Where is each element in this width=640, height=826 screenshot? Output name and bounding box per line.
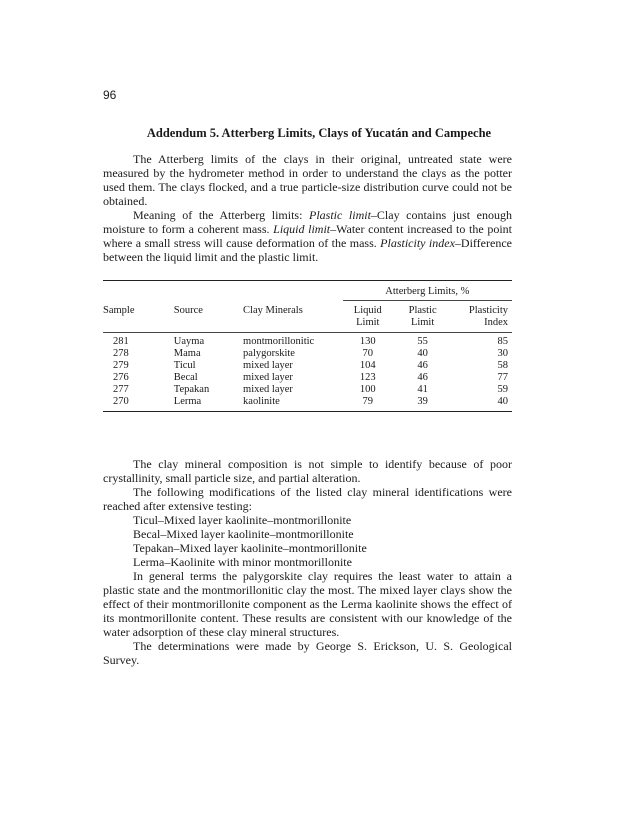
plastic-limit-term: Plastic limit bbox=[309, 208, 371, 222]
modifications-intro: The following modifications of the listed clay mineral identifications were reached after extensive testing: bbox=[103, 485, 512, 513]
table-row bbox=[103, 333, 512, 349]
water-requirement-paragraph: In general terms the palygorskite clay requires the least water to attain a plastic state and the montmorillonitic clay the most. The mixed layer clays show the effect of their montmorillonite component as the Lerma kaolinite shows the effect of its montmorillonite content. These results are consistent with our knowledge of the water adsorption of these clay mineral structures. bbox=[103, 569, 512, 639]
cell-source: Lerma bbox=[174, 396, 243, 412]
plasticity-index-term: Plasticity index bbox=[380, 236, 455, 250]
page-title: Addendum 5. Atterberg Limits, Clays of Yucatán and Campeche bbox=[146, 126, 492, 140]
table-row bbox=[103, 360, 512, 372]
modification-item: Ticul–Mixed layer kaolinite–montmorillonite bbox=[133, 513, 352, 527]
cell-sample: 277 bbox=[113, 384, 129, 395]
atterberg-table-container bbox=[103, 280, 512, 412]
header-source: Source bbox=[173, 304, 203, 316]
cell-plastic: 39 bbox=[393, 396, 452, 412]
cell-plastic: 41 bbox=[417, 384, 428, 395]
cell-mineral: mixed layer bbox=[243, 360, 293, 371]
cell-index: 85 bbox=[497, 336, 508, 347]
cell-plastic: 40 bbox=[417, 348, 428, 359]
modification-item: Tepakan–Mixed layer kaolinite–montmorillonite bbox=[133, 541, 367, 555]
atterberg-group-header: Atterberg Limits, % bbox=[343, 286, 512, 301]
cell-liquid: 123 bbox=[359, 372, 376, 383]
cell-liquid: 100 bbox=[359, 384, 376, 395]
cell-mineral: kaolinite bbox=[243, 396, 343, 412]
header-plastic-limit: Limit bbox=[393, 317, 452, 333]
header-plastic: Plastic bbox=[408, 305, 437, 316]
liquid-limit-term: Liquid limit bbox=[273, 222, 331, 236]
header-clay-minerals: Clay Minerals bbox=[243, 304, 303, 316]
header-sample: Sample bbox=[103, 304, 135, 316]
cell-plastic: 46 bbox=[417, 372, 428, 383]
cell-sample: 270 bbox=[103, 396, 174, 412]
liquid-limit-definition: –Water content increased to the point where a small stress will cause deformation of the mass. bbox=[103, 222, 513, 250]
header-liquid: Liquid bbox=[353, 305, 382, 316]
cell-sample: 281 bbox=[113, 336, 129, 347]
cell-source: Tepakan bbox=[173, 384, 210, 395]
cell-index: 58 bbox=[497, 360, 508, 371]
cell-liquid: 70 bbox=[362, 348, 374, 359]
cell-mineral: mixed layer bbox=[243, 384, 293, 395]
definitions-paragraph bbox=[103, 208, 512, 264]
modification-item: Becal–Mixed layer kaolinite–montmorillonite bbox=[133, 527, 354, 541]
cell-plastic: 55 bbox=[417, 336, 428, 347]
cell-index: 77 bbox=[497, 372, 508, 383]
cell-sample: 279 bbox=[113, 360, 129, 371]
table-row bbox=[103, 348, 512, 360]
cell-liquid: 130 bbox=[359, 336, 376, 347]
table-row bbox=[103, 396, 512, 412]
header-plasticity: Plasticity bbox=[468, 305, 508, 316]
intro-section bbox=[103, 152, 512, 264]
header-liquid-limit: Limit bbox=[343, 317, 393, 333]
discussion-section bbox=[103, 457, 512, 667]
cell-source: Ticul bbox=[173, 360, 196, 371]
cell-source: Becal bbox=[173, 372, 198, 383]
cell-index: 40 bbox=[452, 396, 512, 412]
credits-paragraph: The determinations were made by George S. Erickson, U. S. Geological Survey. bbox=[103, 639, 512, 667]
cell-source: Mama bbox=[173, 348, 201, 359]
cell-sample: 278 bbox=[113, 348, 129, 359]
plasticity-index-definition: –Difference between the liquid limit and the plastic limit. bbox=[103, 236, 512, 264]
cell-sample: 276 bbox=[113, 372, 129, 383]
header-plasticity-index: Index bbox=[452, 317, 512, 333]
table-row bbox=[103, 372, 512, 384]
cell-liquid: 79 bbox=[343, 396, 393, 412]
plastic-limit-definition: –Clay contains just enough moisture to form a coherent mass. bbox=[103, 208, 512, 236]
cell-index: 30 bbox=[497, 348, 508, 359]
atterberg-table bbox=[103, 280, 512, 412]
cell-index: 59 bbox=[497, 384, 508, 395]
cell-liquid: 104 bbox=[359, 360, 376, 371]
cell-mineral: mixed layer bbox=[243, 372, 293, 383]
cell-mineral: palygorskite bbox=[243, 348, 295, 359]
table-row bbox=[103, 384, 512, 396]
modification-item: Lerma–Kaolinite with minor montmorillonite bbox=[133, 555, 352, 569]
cell-mineral: montmorillonitic bbox=[243, 336, 315, 347]
composition-paragraph: The clay mineral composition is not simple to identify because of poor crystallinity, small particle size, and partial alteration. bbox=[103, 457, 512, 485]
definitions-lead: Meaning of the Atterberg limits: bbox=[133, 208, 309, 222]
intro-paragraph: The Atterberg limits of the clays in their original, untreated state were measured by the hydrometer method in order to understand the clays as the potter used them. The clays flocked, and a true particle-size distribution curve could not be obtained. bbox=[103, 152, 512, 208]
cell-plastic: 46 bbox=[417, 360, 428, 371]
cell-source: Uayma bbox=[173, 336, 205, 347]
page-number: 96 bbox=[103, 88, 117, 102]
